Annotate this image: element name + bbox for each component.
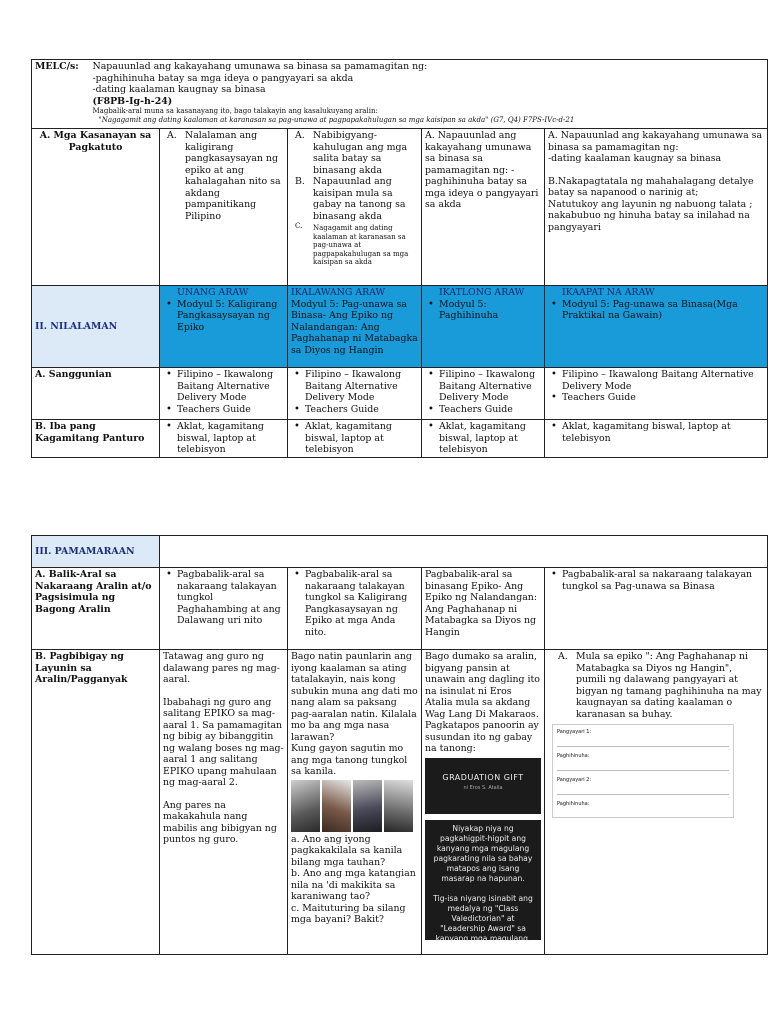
list-item: • Aklat, kagamitang biswal, laptop at telebisyon (548, 421, 764, 444)
hero-image-4 (384, 780, 413, 832)
iba-pang-day3 (422, 420, 545, 458)
video-text-2: Tig-isa niyang isinabit ang medalya ng "Class Valedictorian" at "Leadership Award" sa kanyang mga magulang. (433, 893, 533, 943)
iba-pang-day2 (288, 420, 422, 458)
worksheet-label: Paghihinuha: (557, 801, 590, 807)
balik-aral-day3: Pagbabalik-aral sa binasang Epiko- Ang Epiko ng Nalandangan: Ang Paghahanap ni Matabagka sa Diyos ng Hangin (422, 568, 545, 650)
list-item: C. Nagagamit ang dating kaalaman at karanasan sa pag-unawa at pagpapakahulugan sa mga kaisipan sa akda (295, 222, 409, 266)
melc-note: Magbalik-aral muna sa kasanayang ito, bago talakayin ang kasalukuyang aralin: (92, 107, 378, 115)
hero-image-3 (353, 780, 382, 832)
hero-image-1 (291, 780, 320, 832)
kasanayan-row (32, 129, 768, 286)
nilalaman-day1 (160, 286, 288, 368)
question-c: c. Maituturing ba silang mga bayani? Bakit? (291, 902, 406, 925)
worksheet-label: Pangyayari 1: (557, 729, 592, 735)
melc-line-3: -dating kaalaman kaugnay sa binasa (92, 84, 266, 95)
pamamaraan-empty (160, 536, 768, 568)
list-item: • Pagbabalik-aral sa nakaraang talakayan tungkol sa Kaligirang Pangkasaysayan ng Epiko at mga Anda nito. (291, 569, 418, 638)
list-item: • Aklat, kagamitang biswal, laptop at telebisyon (291, 421, 418, 456)
lesson-plan-table-top (31, 59, 768, 458)
day4-line-a: A. Napauunlad ang kakayahang umunawa sa binasa sa pamamagitan ng: (548, 130, 763, 153)
list-item: • Teachers Guide (291, 404, 418, 416)
worksheet-image (552, 724, 734, 818)
melc-content (90, 60, 768, 129)
list-item: • Aklat, kagamitang biswal, laptop at telebisyon (425, 421, 541, 456)
video-still-graduation-gift (425, 758, 541, 814)
nilalaman-day4 (545, 286, 768, 368)
day4-line-b: -dating kaalaman kaugnay sa binasa (548, 153, 722, 164)
melc-code: (F8PB-Ig-h-24) (92, 95, 173, 107)
melc-row (32, 60, 768, 129)
sanggunian-day3 (422, 368, 545, 420)
kasanayan-day1 (160, 129, 288, 286)
list-item: A. Nabibigyang-kahulugan ang mga salita batay sa binasang akda (295, 130, 408, 176)
nilalaman-day2 (288, 286, 422, 368)
day2-content: Modyul 5: Pag-unawa sa Binasa- Ang Epiko ng Nalandangan: Ang Paghahanap ni Matabagka sa Diyos ng Hangin (291, 298, 418, 356)
worksheet-line (557, 783, 729, 795)
nilalaman-day3 (422, 286, 545, 368)
paragraph: Bago dumako sa aralin, bigyang pansin at unawain ang dagling ito na isinulat ni Eros Atalia mula sa akdang Wag Lang Di Makaraos. (425, 651, 540, 720)
pagbibigay-day4 (545, 650, 768, 955)
video-subtitle: ni Eros S. Atalia (463, 785, 503, 791)
worksheet-line (557, 735, 729, 747)
list-item: • Pagbabalik-aral sa nakaraang talakayan tungkol sa Pag-unawa sa Binasa (548, 569, 764, 592)
day4-line-c: B.Nakapagtatala ng mahahalagang detalye batay sa napanood o narinig at; (548, 175, 754, 198)
hero-image-2 (322, 780, 351, 832)
question-a: a. Ano ang iyong pagkakakilala sa kanila bilang mga tauhan? (291, 833, 403, 868)
lesson-plan-table-bottom (31, 535, 768, 955)
balik-aral-day4 (545, 568, 768, 650)
list-item: • Teachers Guide (163, 404, 284, 416)
sanggunian-day4 (545, 368, 768, 420)
video-text-1: Niyakap niya ng pagkahigpit-higpit ang kanyang mga magulang pagkarating nila sa bahay matapos ang isang masarap na hapunan. (433, 823, 533, 883)
iba-pang-label: B. Iba pang Kagamitang Panturo (32, 420, 160, 458)
kasanayan-label: A. Mga Kasanayan sa Pagkatuto (32, 129, 160, 286)
paragraph: Ibabahagi ng guro ang salitang EPIKO sa mag-aaral 1. Sa pamamagitan ng bibig ay bibanggitin ng walang boses ng mag-aaral 1 ang salitang EPIKO upang mahulaan ng mag-aaral 2. (163, 696, 284, 788)
list-item: B. Napauunlad ang kaisipan mula sa gabay na tanong sa binasang akda (295, 176, 406, 222)
iba-pang-day4 (545, 420, 768, 458)
balik-aral-row (32, 568, 768, 650)
nilalaman-label: II. NILALAMAN (32, 286, 160, 368)
kasanayan-day3: A. Napauunlad ang kakayahang umunawa sa binasa sa pamamagitan ng: -paghihinuha batay sa mga ideya o pangyayari sa akda (422, 129, 545, 286)
melc-line-2: -paghihinuha batay sa mga ideya o pangyayari sa akda (92, 72, 354, 84)
list-item: • Pagbabalik-aral sa nakaraang talakayan tungkol Paghahambing at ang Dalawang uri nito (163, 569, 284, 627)
list-item: • Modyul 5: Pag-unawa sa Binasa(Mga Praktikal na Gawain) (548, 299, 764, 322)
worksheet-line (557, 759, 729, 771)
list-item: • Modyul 5: Kaligirang Pangkasaysayan ng Epiko (163, 299, 284, 334)
day-title: IKATLONG ARAW (439, 287, 525, 298)
melc-note-quote: "Nagagamit ang dating kaalaman at karanasan sa pag-unawa at pagpapakahulugan sa mga kaisipan sa akda" (G7, Q4) F7PS-IVc-d-21 (98, 115, 575, 124)
list-item: A. Nalalaman ang kaligirang pangkasaysayan ng epiko at ang kahalagahan nito sa akdang pampanitikang Pilipino (167, 130, 281, 222)
day-title: IKALAWANG ARAW (291, 287, 386, 298)
question-b: b. Ano ang mga katangian nila na 'di makikita sa karaniwang tao? (291, 868, 416, 902)
iba-pang-row (32, 420, 768, 458)
kasanayan-day4 (545, 129, 768, 286)
list-item: • Filipino – Ikawalong Baitang Alternative Delivery Mode (291, 369, 418, 404)
sanggunian-label: A. Sanggunian (32, 368, 160, 420)
nilalaman-row (32, 286, 768, 368)
list-item: • Filipino – Ikawalong Baitang Alternative Delivery Mode (163, 369, 284, 404)
pamamaraan-row (32, 536, 768, 568)
list-item: • Teachers Guide (425, 404, 541, 416)
list-item: A. Mula sa epiko ": Ang Paghahanap ni Matabagka sa Diyos ng Hangin", pumili ng dalawang pangyayari at bigyan ng tamang paghihinuha na may kaugnayan sa dating kaalaman o karanasan sa buhay. (558, 651, 762, 720)
iba-pang-day1 (160, 420, 288, 458)
list-item: • Teachers Guide (548, 392, 764, 404)
list-item: • Filipino – Ikawalong Baitang Alternative Delivery Mode (425, 369, 541, 404)
day-title: UNANG ARAW (177, 287, 249, 298)
epic-heroes-images (291, 780, 418, 832)
list-item: • Filipino – Ikawalong Baitang Alternative Delivery Mode (548, 369, 764, 392)
pagbibigay-day1 (160, 650, 288, 955)
pagbibigay-label: B. Pagbibigay ng Layunin sa Aralin/Pagganyak (32, 650, 160, 955)
balik-aral-label: A. Balik-Aral sa Nakaraang Aralin at/o Pagsisimula ng Bagong Aralin (32, 568, 160, 650)
paragraph: Pagkatapos panoorin ay susundan ito ng gabay na tanong: (425, 720, 539, 754)
pagbibigay-row (32, 650, 768, 955)
day4-line-d: Natutukoy ang layunin ng nabuong talata ; nakabubuo ng hinuha batay sa inilahad na pangyayari (548, 198, 753, 233)
melc-line-1: Napauunlad ang kakayahang umunawa sa binasa sa pamamagitan ng: (92, 61, 428, 72)
paragraph: Kung gayon sagutin mo ang mga tanong tungkol sa kanila. (291, 743, 408, 777)
balik-aral-day1 (160, 568, 288, 650)
paragraph: Ang pares na makakahula nang mabilis ang bibigyan ng puntos ng guro. (163, 799, 277, 845)
list-item: • Modyul 5: Paghihinuha (425, 299, 541, 322)
sanggunian-row (32, 368, 768, 420)
video-title: GRADUATION GIFT (442, 772, 524, 782)
kasanayan-day2 (288, 129, 422, 286)
sanggunian-day2 (288, 368, 422, 420)
video-still-text (425, 820, 541, 943)
pagbibigay-day2 (288, 650, 422, 955)
worksheet-label: Pangyayari 2: (557, 777, 592, 783)
paragraph: Bago natin paunlarin ang iyong kaalaman sa ating tatalakayin, nais kong subukin muna ang dati mo nang alam sa paksang pag-aaralan natin. Kilalala mo ba ang mga nasa larawan? (291, 651, 418, 743)
pagbibigay-day3 (422, 650, 545, 955)
worksheet-label: Paghihinuha: (557, 753, 590, 759)
melc-label: MELC/s: (32, 60, 90, 129)
balik-aral-day2 (288, 568, 422, 650)
pamamaraan-label: III. PAMAMARAAN (32, 536, 160, 568)
paragraph: Tatawag ang guro ng dalawang pares ng mag-aaral. (163, 651, 280, 685)
day-title: IKAAPAT NA ARAW (562, 287, 655, 298)
list-item: • Aklat, kagamitang biswal, laptop at telebisyon (163, 421, 284, 456)
sanggunian-day1 (160, 368, 288, 420)
